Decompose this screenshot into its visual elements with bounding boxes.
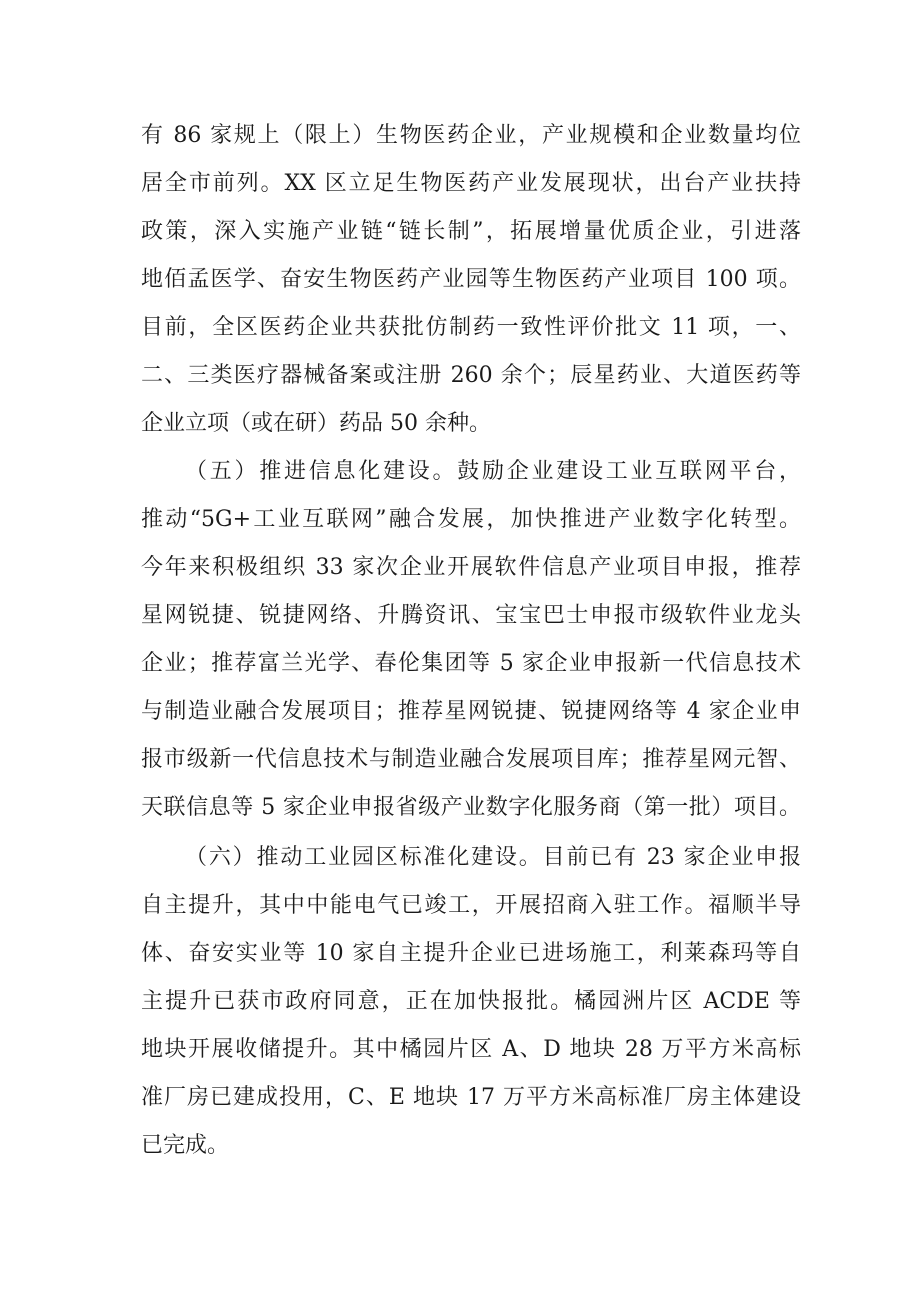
text-line: 已完成。 — [141, 1133, 230, 1158]
text-line: 天联信息等 5 家企业申报省级产业数字化服务商（第一批）项目。 — [141, 795, 801, 820]
text-line: 地佰孟医学、奋安生物医药产业园等生物医药产业项目 100 项。 — [141, 267, 801, 292]
text-line: 体、奋安实业等 10 家自主提升企业已进场施工，利莱森玛等自 — [141, 941, 801, 966]
text-line: 目前，全区医药企业共获批仿制药一致性评价批文 11 项，一、 — [141, 315, 801, 340]
text-line: 星网锐捷、锐捷网络、升腾资讯、宝宝巴士申报市级软件业龙头 — [141, 603, 801, 628]
text-line: 居全市前列。XX 区立足生物医药产业发展现状，出台产业扶持 — [141, 171, 801, 196]
text-line: 企业立项（或在研）药品 50 余种。 — [141, 411, 491, 436]
text-line: 政策，深入实施产业链“链长制”，拓展增量优质企业，引进落 — [141, 219, 801, 244]
text-line: 与制造业融合发展项目；推荐星网锐捷、锐捷网络等 4 家企业申 — [141, 699, 801, 724]
text-line: 准厂房已建成投用，C、E 地块 17 万平方米高标准厂房主体建设 — [141, 1085, 801, 1110]
text-line: 主提升已获市政府同意，正在加快报批。橘园洲片区 ACDE 等 — [141, 989, 801, 1014]
section-heading-line: （五）推进信息化建设。鼓励企业建设工业互联网平台， — [185, 459, 801, 484]
text-line: 自主提升，其中中能电气已竣工，开展招商入驻工作。福顺半导 — [141, 893, 801, 918]
text-line: 企业；推荐富兰光学、春伦集团等 5 家企业申报新一代信息技术 — [141, 651, 801, 676]
text-line: 地块开展收储提升。其中橘园片区 A、D 地块 28 万平方米高标 — [141, 1037, 801, 1062]
text-line: 有 86 家规上（限上）生物医药企业，产业规模和企业数量均位 — [141, 123, 801, 148]
text-line: 今年来积极组织 33 家次企业开展软件信息产业项目申报，推荐 — [141, 555, 801, 580]
text-line: 推动“5G+工业互联网”融合发展，加快推进产业数字化转型。 — [141, 507, 801, 532]
text-line: 报市级新一代信息技术与制造业融合发展项目库；推荐星网元智、 — [141, 747, 801, 772]
section-heading-line: （六）推动工业园区标准化建设。目前已有 23 家企业申报 — [185, 845, 801, 870]
text-line: 二、三类医疗器械备案或注册 260 余个；辰星药业、大道医药等 — [141, 363, 801, 388]
